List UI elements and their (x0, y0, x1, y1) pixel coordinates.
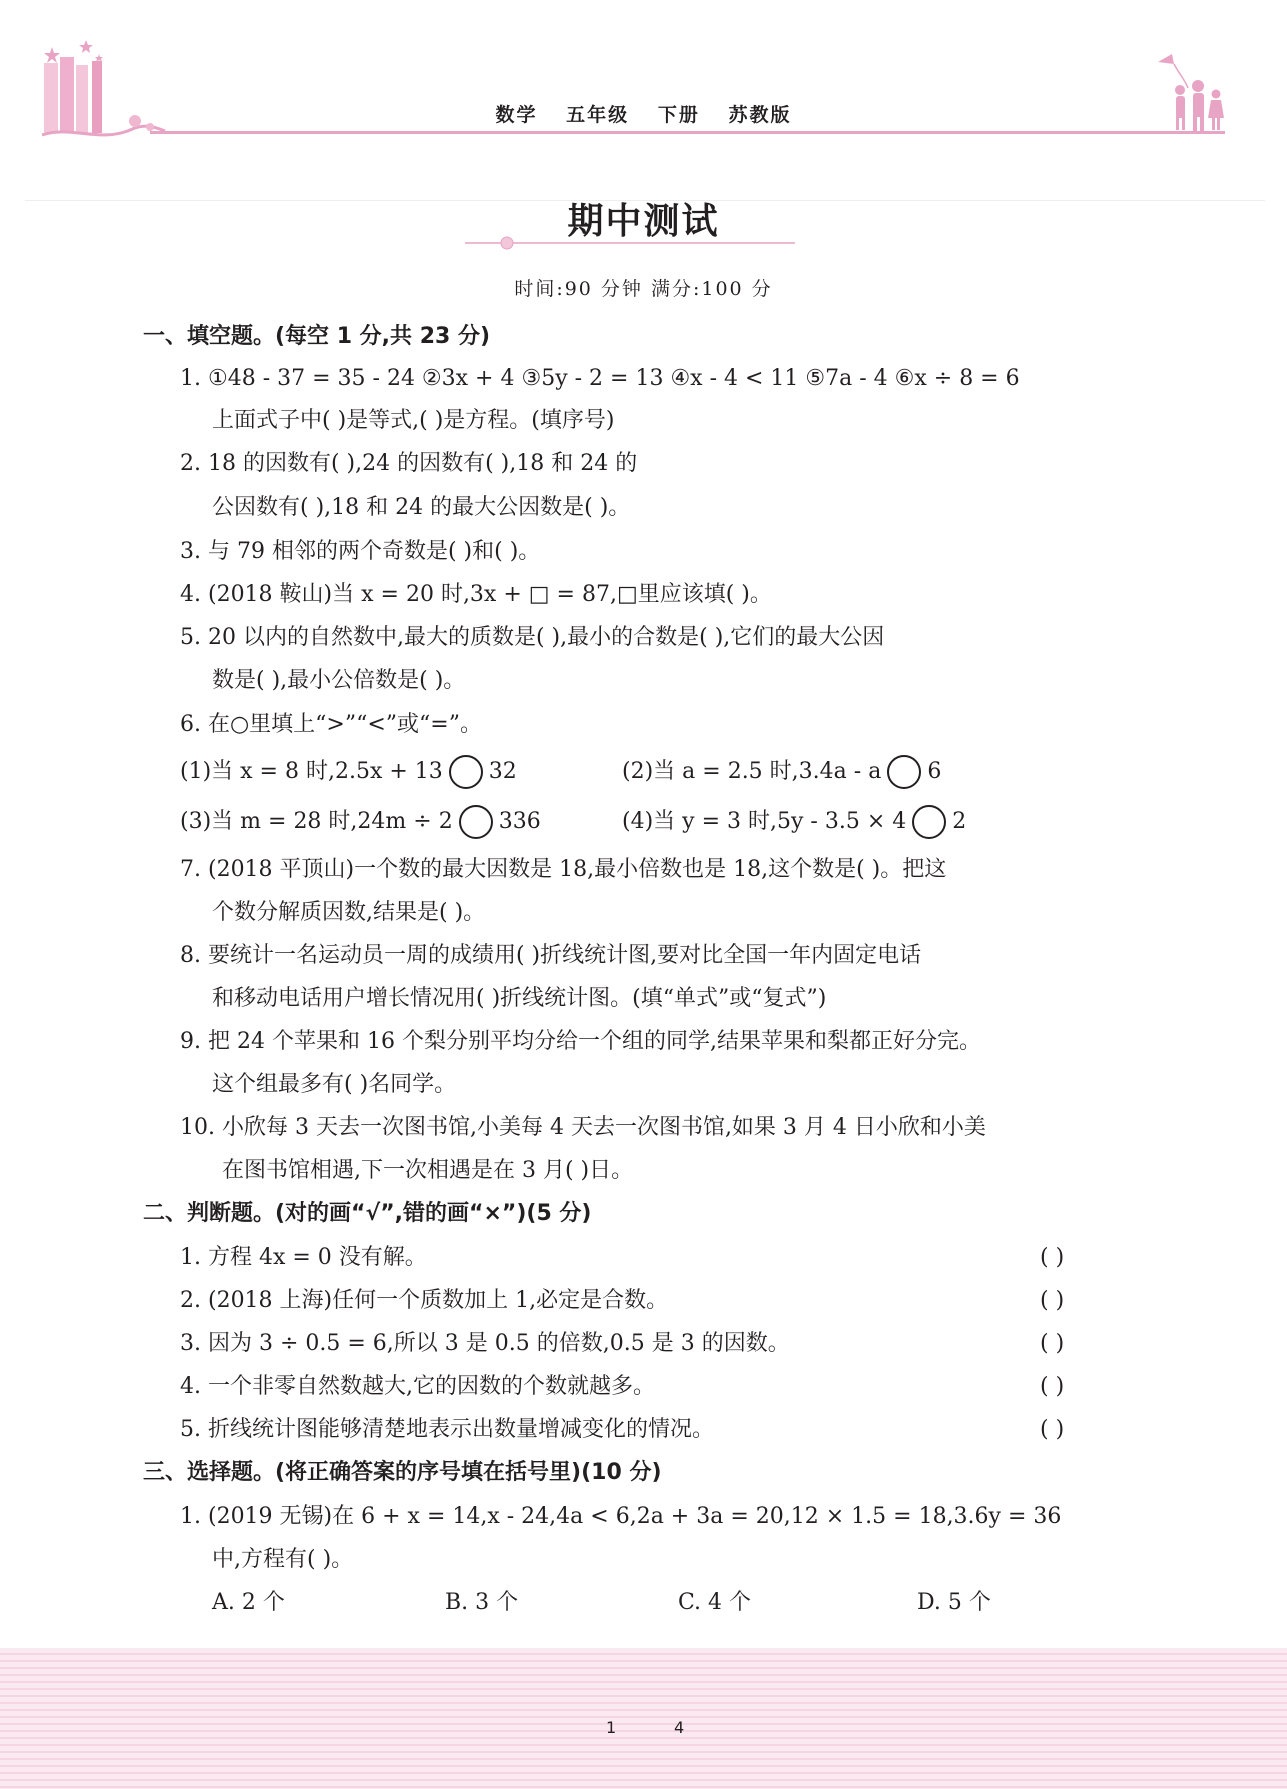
tf-answer-blank-1[interactable]: ( ) (1040, 1245, 1065, 1270)
book-info (0, 100, 1287, 127)
tf-item-3: 3. 因为 3 ÷ 0.5 = 6,所以 3 是 0.5 的倍数,0.5 是 3 的因数。 (180, 1331, 790, 1356)
section-heading-multiple-choice: 三、选择题。(将正确答案的序号填在括号里)(10 分) (143, 1460, 662, 1485)
tf-answer-blank-4[interactable]: ( ) (1040, 1374, 1065, 1399)
mc-q1-line2: 中,方程有( )。 (212, 1547, 354, 1572)
compare-value: 2 (952, 809, 967, 834)
q4-line: 4. (2018 鞍山)当 x = 20 时,3x + □ = 87,□里应该填( )。 (180, 582, 772, 607)
mc-option-c[interactable]: C. 4 个 (678, 1590, 752, 1615)
time-and-score: 时间:90 分钟 满分:100 分 (514, 278, 773, 300)
edition-label: 苏教版 (728, 104, 792, 126)
q2-line2: 公因数有( ),18 和 24 的最大公因数是( )。 (212, 495, 631, 520)
footer-band (0, 1648, 1287, 1789)
section-heading-true-false: 二、判断题。(对的画“√”,错的画“×”)(5 分) (143, 1201, 592, 1226)
compare-value: 6 (927, 759, 942, 784)
q9-line1: 9. 把 24 个苹果和 16 个梨分别平均分给一个组的同学,结果苹果和梨都正好分完。 (180, 1029, 981, 1054)
compare-expression: (2)当 a = 2.5 时,3.4a - a (622, 759, 882, 784)
tf-answer-blank-3[interactable]: ( ) (1040, 1331, 1065, 1356)
tf-item-5: 5. 折线统计图能够清楚地表示出数量增减变化的情况。 (180, 1417, 714, 1442)
compare-circle-blank[interactable] (912, 805, 946, 839)
mc-q1-line1: 1. (2019 无锡)在 6 + x = 14,x - 24,4a < 6,2a + 3a = 20,12 × 1.5 = 18,3.6y = 36 (180, 1504, 1062, 1529)
mc-option-a[interactable]: A. 2 个 (212, 1590, 285, 1615)
compare-expression: (3)当 m = 28 时,24m ÷ 2 (180, 809, 453, 834)
tf-item-4: 4. 一个非零自然数越大,它的因数的个数就越多。 (180, 1374, 655, 1399)
grade-label: 五年级 (566, 104, 630, 126)
q2-line1: 2. 18 的因数有( ),24 的因数有( ),18 和 24 的 (180, 451, 638, 476)
volume-label: 下册 (657, 104, 700, 126)
section-heading-fill-blank: 一、填空题。(每空 1 分,共 23 分) (143, 324, 491, 349)
q6-compare-1 (180, 754, 517, 790)
q8-line2: 和移动电话用户增长情况用( )折线统计图。(填“单式”或“复式”) (212, 986, 827, 1011)
compare-expression: (1)当 x = 8 时,2.5x + 13 (180, 759, 443, 784)
compare-value: 32 (488, 759, 517, 784)
title-underline-deco-icon (465, 236, 795, 250)
q10-line2: 在图书馆相遇,下一次相遇是在 3 月( )日。 (222, 1158, 634, 1183)
compare-circle-blank[interactable] (449, 755, 483, 789)
q6-compare-2 (622, 754, 941, 790)
q6-compare-3 (180, 804, 541, 840)
header-rule (150, 131, 1225, 134)
q8-line1: 8. 要统计一名运动员一周的成绩用( )折线统计图,要对比全国一年内固定电话 (180, 943, 922, 968)
subject-label: 数学 (495, 104, 538, 126)
compare-expression: (4)当 y = 3 时,5y - 3.5 × 4 (622, 809, 907, 834)
compare-circle-blank[interactable] (887, 755, 921, 789)
q1-line1: 1. ①48 - 37 = 35 - 24 ②3x + 4 ③5y - 2 = 13 ④x - 4 < 11 ⑤7a - 4 ⑥x ÷ 8 = 6 (180, 366, 1020, 391)
tf-answer-blank-2[interactable]: ( ) (1040, 1288, 1065, 1313)
tf-answer-blank-5[interactable]: ( ) (1040, 1417, 1065, 1442)
q10-line1: 10. 小欣每 3 天去一次图书馆,小美每 4 天去一次图书馆,如果 3 月 4 日小欣和小美 (180, 1115, 986, 1140)
q7-line1: 7. (2018 平顶山)一个数的最大因数是 18,最小倍数也是 18,这个数是( )。把这 (180, 857, 947, 882)
page-number-left: 1 (606, 1718, 617, 1737)
compare-value: 336 (498, 809, 541, 834)
q7-line2: 个数分解质因数,结果是( )。 (212, 900, 486, 925)
page-header (0, 0, 1287, 200)
page-number-right: 4 (674, 1718, 685, 1737)
q6-line: 6. 在○里填上“>”“<”或“=”。 (180, 712, 482, 737)
q1-line2: 上面式子中( )是等式,( )是方程。(填序号) (212, 408, 615, 433)
q5-line1: 5. 20 以内的自然数中,最大的质数是( ),最小的合数是( ),它们的最大公因 (180, 625, 885, 650)
q3-line: 3. 与 79 相邻的两个奇数是( )和( )。 (180, 539, 541, 564)
page-title: 期中测试 (567, 200, 720, 242)
mc-option-b[interactable]: B. 3 个 (445, 1590, 519, 1615)
q5-line2: 数是( ),最小公倍数是( )。 (212, 668, 466, 693)
children-kite-icon (1150, 50, 1230, 135)
compare-circle-blank[interactable] (459, 805, 493, 839)
q6-compare-4 (622, 804, 966, 840)
tf-item-2: 2. (2018 上海)任何一个质数加上 1,必定是合数。 (180, 1288, 669, 1313)
mc-option-d[interactable]: D. 5 个 (917, 1590, 991, 1615)
tf-item-1: 1. 方程 4x = 0 没有解。 (180, 1245, 427, 1270)
q9-line2: 这个组最多有( )名同学。 (212, 1072, 457, 1097)
